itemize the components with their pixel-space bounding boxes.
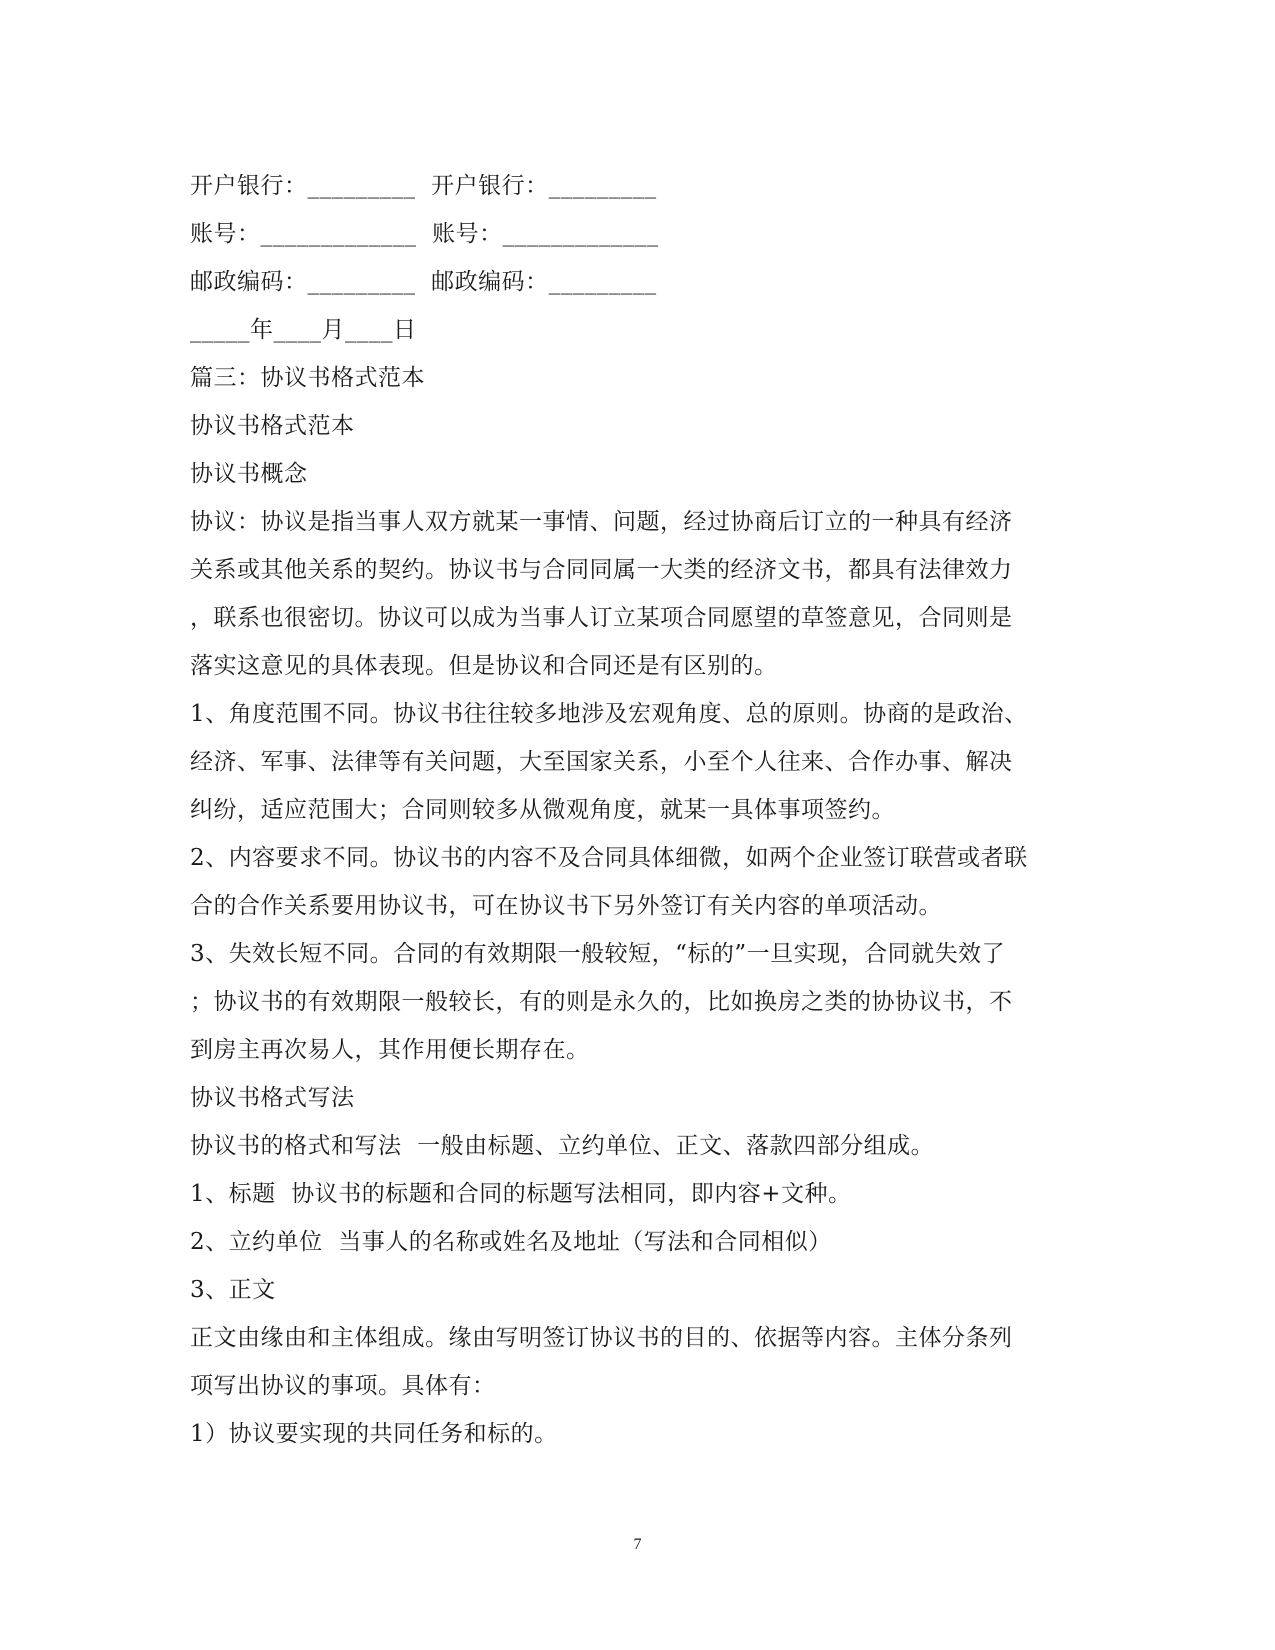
paragraph-line: 项写出协议的事项。具体有：: [190, 1373, 496, 1399]
list-item-line: 3、正文: [190, 1277, 276, 1303]
list-item-line: 3、失效长短不同。合同的有效期限一般较短，“标的”一旦实现，合同就失效了: [190, 941, 1006, 967]
list-item-line: 1、标题 协议书的标题和合同的标题写法相同，即内容+文种。: [190, 1181, 852, 1207]
paragraph-line: 协议书的格式和写法 一般由标题、立约单位、正文、落款四部分组成。: [190, 1133, 935, 1159]
list-item-line: 合的合作关系要用协议书，可在协议书下另外签订有关内容的单项活动。: [190, 893, 942, 919]
list-item-line: 经济、军事、法律等有关问题，大至国家关系，小至个人往来、合作办事、解决: [190, 749, 1013, 775]
paragraph-line: ，联系也很密切。协议可以成为当事人订立某项合同愿望的草签意见，合同则是: [190, 605, 1013, 631]
paragraph-line: 正文由缘由和主体组成。缘由写明签订协议书的目的、依据等内容。主体分条列: [190, 1325, 1013, 1351]
list-item-line: ；协议书的有效期限一般较长，有的则是永久的，比如换房之类的协协议书，不: [190, 989, 1013, 1015]
list-item-line: 1、角度范围不同。协议书往往较多地涉及宏观角度、总的原则。协商的是政治、: [190, 701, 1028, 727]
account-line: 账号：_____________ 账号：_____________: [190, 221, 659, 247]
paragraph-line: 协议：协议是指当事人双方就某一事情、问题，经过协商后订立的一种具有经济: [190, 509, 1013, 535]
date-line: _____年____月____日: [190, 317, 417, 343]
paragraph-line: 关系或其他关系的契约。协议书与合同同属一大类的经济文书，都具有法律效力: [190, 557, 1013, 583]
postcode-line: 邮政编码：_________ 邮政编码：_________: [190, 269, 657, 295]
paragraph-line: 落实这意见的具体表现。但是协议和合同还是有区别的。: [190, 653, 778, 679]
heading-concept: 协议书概念: [190, 461, 308, 487]
section-subtitle: 协议书格式范本: [190, 413, 355, 439]
document-body: [190, 162, 1080, 1458]
list-item-line: 纠纷，适应范围大；合同则较多从微观角度，就某一具体事项签约。: [190, 797, 895, 823]
section-title: 篇三：协议书格式范本: [190, 365, 425, 391]
bank-line: 开户银行：_________ 开户银行：_________: [190, 173, 657, 199]
list-item-line: 2、立约单位 当事人的名称或姓名及地址（写法和合同相似）: [190, 1229, 832, 1255]
heading-format: 协议书格式写法: [190, 1085, 355, 1111]
list-item-line: 2、内容要求不同。协议书的内容不及合同具体细微，如两个企业签订联营或者联: [190, 845, 1028, 871]
page-number: 7: [633, 1536, 642, 1553]
list-item-line: 到房主再次易人，其作用便长期存在。: [190, 1037, 590, 1063]
list-item-line: 1）协议要实现的共同任务和标的。: [190, 1421, 558, 1447]
